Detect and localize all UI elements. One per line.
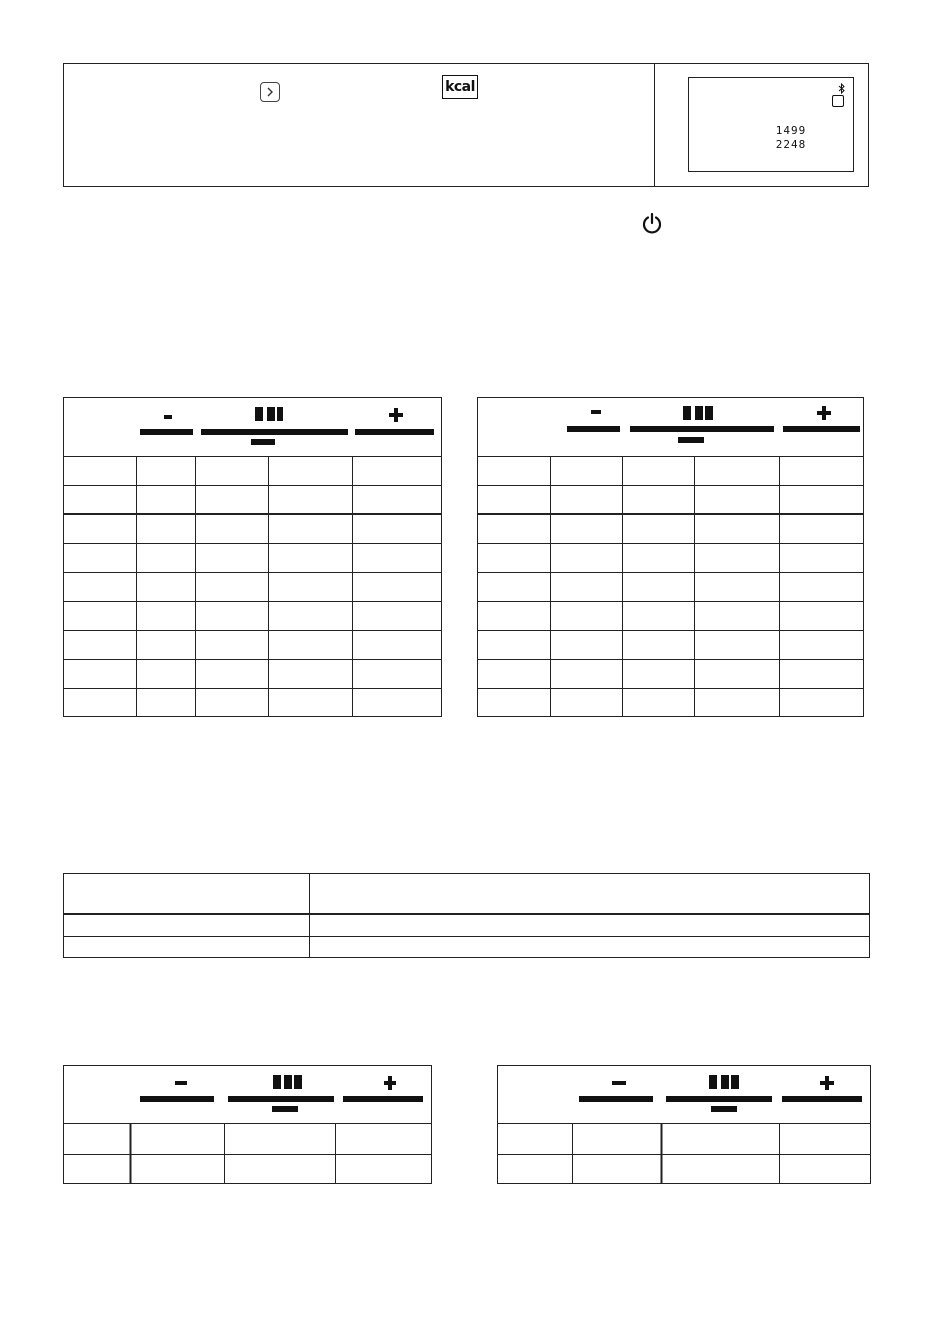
kcal-icon — [442, 75, 478, 99]
square-icon — [832, 95, 844, 107]
table-upper-right — [477, 397, 864, 717]
display-value-1: 1499 — [775, 124, 807, 137]
table-lower-right — [497, 1065, 871, 1184]
top-panel-divider — [654, 64, 655, 186]
kcal-label: kcal — [445, 79, 475, 95]
table-upper-left — [63, 397, 442, 717]
device-display — [688, 77, 854, 172]
power-icon — [641, 212, 663, 234]
table-middle — [63, 873, 870, 958]
table-lower-left — [63, 1065, 432, 1184]
display-value-2: 2248 — [775, 138, 807, 151]
bluetooth-icon — [838, 83, 846, 94]
chevron-right-icon — [260, 82, 280, 102]
